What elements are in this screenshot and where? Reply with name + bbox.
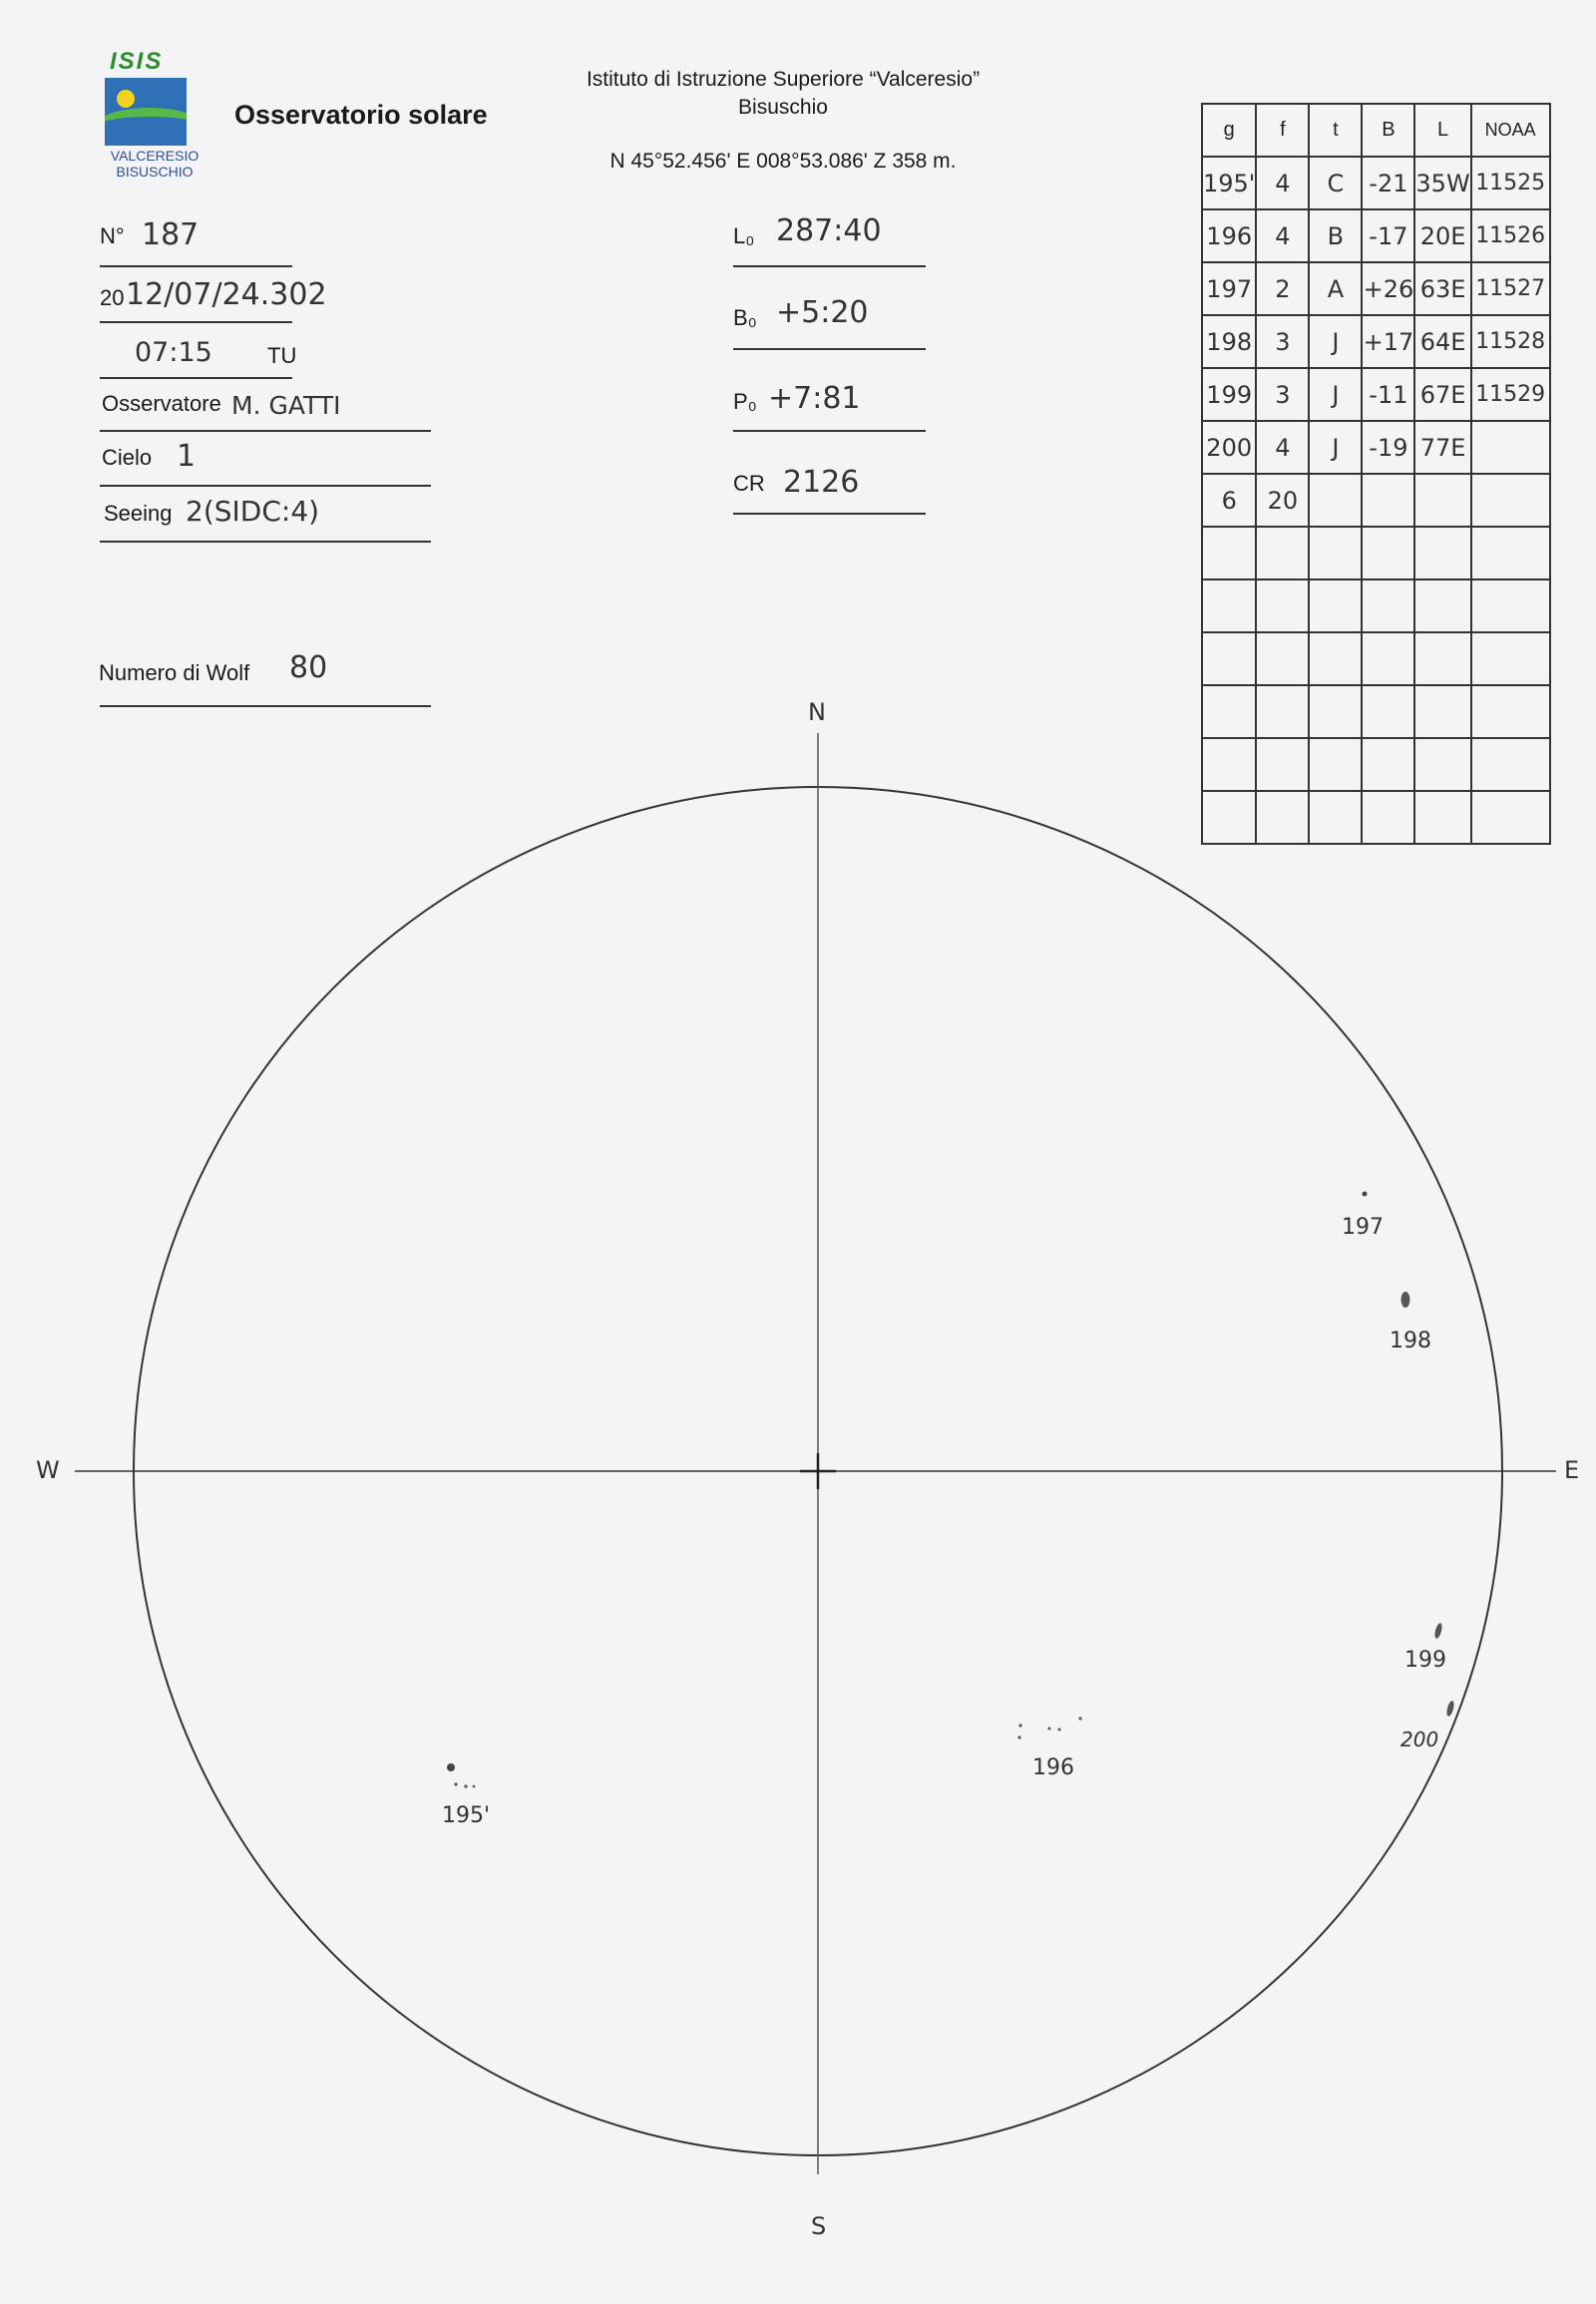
group-label-199: 199	[1404, 1648, 1446, 1673]
group-label-196: 196	[1032, 1755, 1074, 1780]
table-cell: 11526	[1471, 209, 1550, 262]
table-cell: A	[1309, 262, 1362, 315]
table-cell: 3	[1256, 315, 1309, 368]
observation-date: 12/07/24.302	[126, 277, 327, 312]
west-label: W	[36, 1456, 60, 1484]
number-label: N°	[100, 223, 125, 248]
east-label: E	[1564, 1456, 1580, 1484]
table-cell: 2	[1256, 262, 1309, 315]
b0-value: +5:20	[776, 295, 869, 330]
table-cell: 20	[1256, 474, 1309, 527]
table-cell: 64E	[1414, 315, 1470, 368]
spots-195	[447, 1763, 475, 1788]
institute-name: Istituto di Istruzione Superiore “Valceresio”	[586, 68, 981, 91]
b0-label: B₀	[733, 305, 757, 330]
spots-200	[1445, 1700, 1455, 1717]
table-cell: 63E	[1414, 262, 1470, 315]
logo-isis-text: ISIS	[110, 48, 164, 75]
table-cell: 4	[1256, 209, 1309, 262]
group-label-197: 197	[1342, 1215, 1384, 1240]
table-cell: 11527	[1471, 262, 1550, 315]
table-cell: C	[1309, 157, 1362, 209]
spots-197	[1363, 1192, 1368, 1197]
logo-line1: VALCERESIO	[110, 148, 200, 164]
sky-value: 1	[177, 439, 197, 474]
institute-town: Bisuschio	[738, 96, 828, 119]
table-cell: J	[1309, 421, 1362, 474]
table-cell: 4	[1256, 157, 1309, 209]
p0-value: +7:81	[768, 381, 861, 416]
observer-name: M. GATTI	[231, 391, 341, 420]
spots-199	[1433, 1622, 1443, 1639]
table-cell: -19	[1362, 421, 1414, 474]
p0-label: P₀	[733, 389, 757, 414]
table-cell: -21	[1362, 157, 1414, 209]
col-header-g: g	[1202, 104, 1256, 157]
table-cell: 199	[1202, 368, 1256, 421]
col-header-t: t	[1309, 104, 1362, 157]
col-header-b: B	[1362, 104, 1414, 157]
table-cell: 3	[1256, 368, 1309, 421]
group-label-200: 200	[1400, 1728, 1439, 1751]
table-cell: 6	[1202, 474, 1256, 527]
observer-label: Osservatore	[102, 391, 221, 416]
table-cell: 67E	[1414, 368, 1470, 421]
table-cell: 4	[1256, 421, 1309, 474]
wolf-number-label: Numero di Wolf	[99, 660, 250, 685]
table-cell: -11	[1362, 368, 1414, 421]
table-cell: 198	[1202, 315, 1256, 368]
group-label-195: 195'	[442, 1803, 491, 1828]
page-title: Osservatorio solare	[234, 100, 488, 130]
sky-label: Cielo	[102, 445, 153, 470]
table-cell: 20E	[1414, 209, 1470, 262]
south-label: S	[811, 2212, 827, 2240]
table-cell: 35W	[1414, 157, 1470, 209]
col-header-l: L	[1414, 104, 1470, 157]
table-cell: B	[1309, 209, 1362, 262]
table-cell: J	[1309, 315, 1362, 368]
table-cell: 77E	[1414, 421, 1470, 474]
observation-time: 07:15	[135, 337, 212, 368]
table-cell: -17	[1362, 209, 1414, 262]
l0-value: 287:40	[776, 213, 882, 248]
observatory-coordinates: N 45°52.456' E 008°53.086' Z 358 m.	[609, 150, 957, 173]
cr-label: CR	[733, 471, 765, 496]
table-cell: 200	[1202, 421, 1256, 474]
col-header-f: f	[1256, 104, 1309, 157]
wolf-number-value: 80	[289, 650, 328, 685]
carrington-rotation: 2126	[783, 465, 860, 500]
table-cell: 196	[1202, 209, 1256, 262]
seeing-value: 2(SIDC:4)	[186, 495, 320, 528]
table-cell: J	[1309, 368, 1362, 421]
time-unit: TU	[267, 343, 297, 368]
observation-number: 187	[142, 217, 200, 252]
table-cell: 197	[1202, 262, 1256, 315]
table-cell: +17	[1362, 315, 1414, 368]
date-prefix: 20	[100, 285, 125, 310]
table-cell: 11528	[1471, 315, 1550, 368]
spots-196	[1017, 1717, 1081, 1738]
l0-label: L₀	[733, 223, 755, 248]
seeing-label: Seeing	[104, 501, 173, 526]
group-label-198: 198	[1390, 1329, 1431, 1353]
logo-line2: BISUSCHIO	[116, 164, 194, 180]
col-header-noaa: NOAA	[1471, 104, 1550, 157]
table-cell: 11525	[1471, 157, 1550, 209]
table-cell: 195'	[1202, 157, 1256, 209]
spots-198	[1401, 1292, 1410, 1308]
table-cell: +26	[1362, 262, 1414, 315]
north-label: N	[808, 698, 826, 726]
table-cell: 11529	[1471, 368, 1550, 421]
